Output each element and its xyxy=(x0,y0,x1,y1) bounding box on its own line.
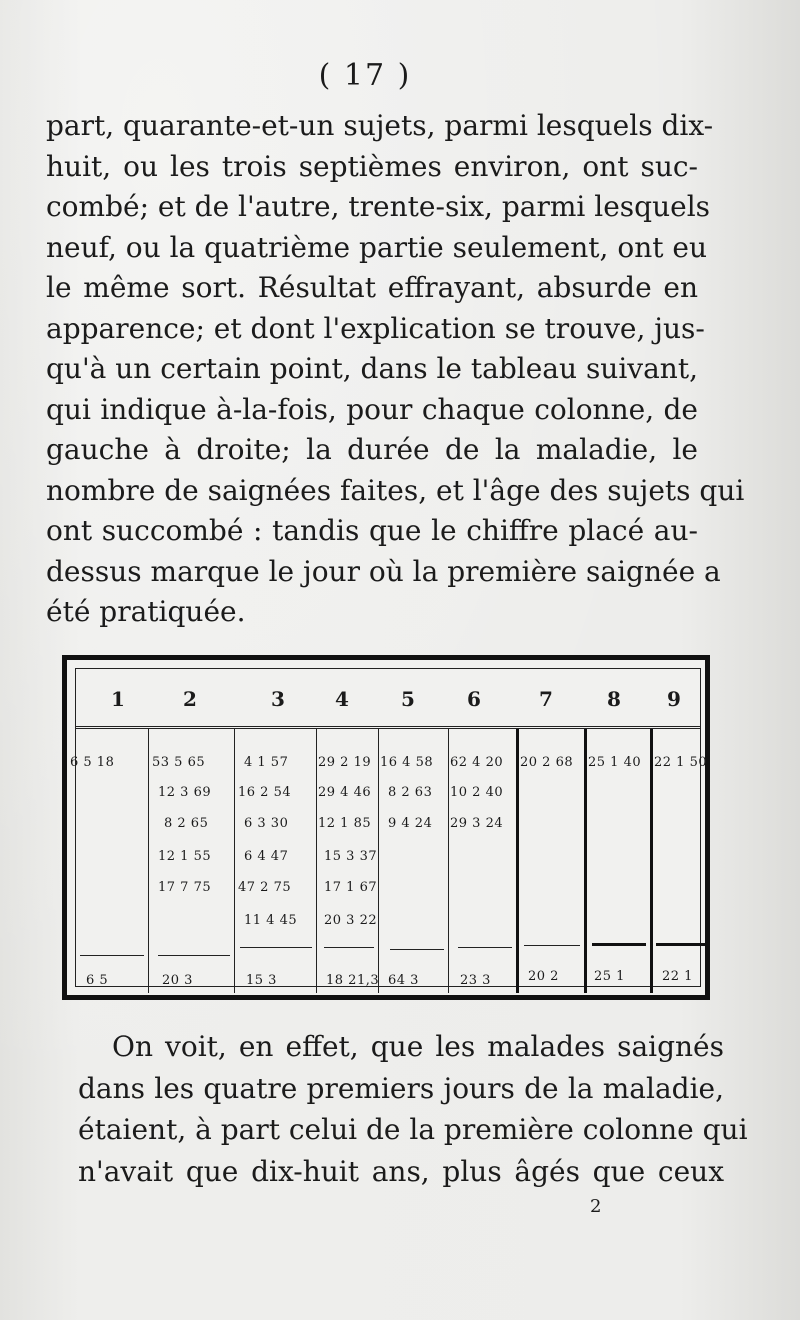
column-header: 6 xyxy=(467,687,481,711)
table-cell: 62 4 20 xyxy=(450,755,504,770)
table-cell: 4 1 57 xyxy=(244,755,289,770)
text-line: qui indique à-la-fois, pour chaque colonne, de xyxy=(46,392,698,426)
column-header: 9 xyxy=(667,687,681,711)
table-cell: 8 2 63 xyxy=(388,785,433,800)
text-line: ont succombé : tandis que le chiffre placé au- xyxy=(46,514,698,547)
text-line: gauche à droite; la durée de la maladie, le xyxy=(46,433,698,466)
column-total: 23 3 xyxy=(460,973,491,988)
column-header: 8 xyxy=(607,687,621,711)
text-line: part, quarante-et-un sujets, parmi lesquels dix- xyxy=(46,109,714,142)
table-cell: 25 1 40 xyxy=(588,755,642,770)
sum-rule xyxy=(80,955,144,956)
text-line: dessus marque le jour où la première saignée a xyxy=(46,554,721,588)
table-cell: 16 4 58 xyxy=(380,755,434,770)
table-cell: 6 3 30 xyxy=(244,816,289,831)
table-cell: 12 1 85 xyxy=(318,816,372,831)
text-line: On voit, en effet, que les malades saignés xyxy=(112,1030,724,1063)
text-line: huit, ou les trois septièmes environ, ont suc- xyxy=(46,149,698,183)
column-total: 20 2 xyxy=(528,969,559,984)
column-divider xyxy=(584,729,587,993)
column-total: 64 3 xyxy=(388,973,419,988)
column-total: 18 21,3 xyxy=(326,973,380,988)
table-cell: 17 7 75 xyxy=(158,880,212,895)
sum-rule xyxy=(458,947,512,948)
table-cell: 8 2 65 xyxy=(164,816,209,831)
column-total: 25 1 xyxy=(594,969,625,984)
text-line: été pratiquée. xyxy=(46,595,246,628)
table-cell: 20 2 68 xyxy=(520,755,574,770)
text-line: nombre de saignées faites, et l'âge des sujets qui xyxy=(46,473,745,507)
bleeding-table xyxy=(62,655,710,1000)
table-cell: 29 4 46 xyxy=(318,785,372,800)
column-total: 15 3 xyxy=(246,973,277,988)
table-header-row xyxy=(76,669,700,729)
column-divider xyxy=(378,729,379,993)
text-line: le même sort. Résultat effrayant, absurde en xyxy=(46,271,698,304)
column-header: 2 xyxy=(183,687,197,711)
column-divider xyxy=(234,729,235,993)
table-cell: 16 2 54 xyxy=(238,785,292,800)
text-line: qu'à un certain point, dans le tableau suivant, xyxy=(46,352,698,385)
table-cell: 6 4 47 xyxy=(244,849,289,864)
text-line: apparence; et dont l'explication se trouve, jus- xyxy=(46,311,705,345)
table-cell: 22 1 50 xyxy=(654,755,708,770)
table-grid xyxy=(70,668,708,988)
table-cell: 11 4 45 xyxy=(244,913,298,928)
column-total: 6 5 xyxy=(86,973,109,988)
sum-rule xyxy=(240,947,312,948)
text-line: n'avait que dix-huit ans, plus âgés que ceux xyxy=(78,1154,724,1188)
table-cell: 6 5 18 xyxy=(70,755,115,770)
text-line: combé; et de l'autre, trente-six, parmi lesquels xyxy=(46,190,711,223)
signature-mark: 2 xyxy=(590,1196,602,1217)
table-cell: 47 2 75 xyxy=(238,880,292,895)
table-cell: 29 2 19 xyxy=(318,755,372,770)
sum-rule xyxy=(158,955,230,956)
table-cell: 29 3 24 xyxy=(450,816,504,831)
table-cell: 20 3 22 xyxy=(324,913,378,928)
column-divider xyxy=(650,729,653,993)
table-cell: 12 3 69 xyxy=(158,785,212,800)
text-line: neuf, ou la quatrième partie seulement, ont eu xyxy=(46,230,708,264)
column-divider xyxy=(448,729,449,993)
column-divider xyxy=(316,729,317,993)
sum-rule xyxy=(656,943,710,946)
text-line: étaient, à part celui de la première colonne qui xyxy=(78,1113,748,1146)
bottom-paragraph xyxy=(78,1026,748,1192)
table-cell: 15 3 37 xyxy=(324,849,378,864)
table-cell: 17 1 67 xyxy=(324,880,378,895)
column-total: 22 1 xyxy=(662,969,693,984)
column-header: 5 xyxy=(401,687,415,711)
column-header: 4 xyxy=(335,687,349,711)
text-line: dans les quatre premiers jours de la maladie, xyxy=(78,1071,724,1105)
table-cell: 9 4 24 xyxy=(388,816,433,831)
column-header: 1 xyxy=(111,687,125,711)
sum-rule xyxy=(390,949,444,950)
sum-rule xyxy=(524,945,580,946)
column-header: 7 xyxy=(539,687,553,711)
top-paragraph xyxy=(46,106,745,633)
table-cell: 10 2 40 xyxy=(450,785,504,800)
column-divider xyxy=(148,729,149,993)
page-number: ( 17 ) xyxy=(318,58,412,93)
sum-rule xyxy=(592,943,646,946)
column-header: 3 xyxy=(271,687,285,711)
table-cell: 12 1 55 xyxy=(158,849,212,864)
column-total: 20 3 xyxy=(162,973,193,988)
table-cell: 53 5 65 xyxy=(152,755,206,770)
sum-rule xyxy=(324,947,374,948)
column-divider xyxy=(516,729,519,993)
